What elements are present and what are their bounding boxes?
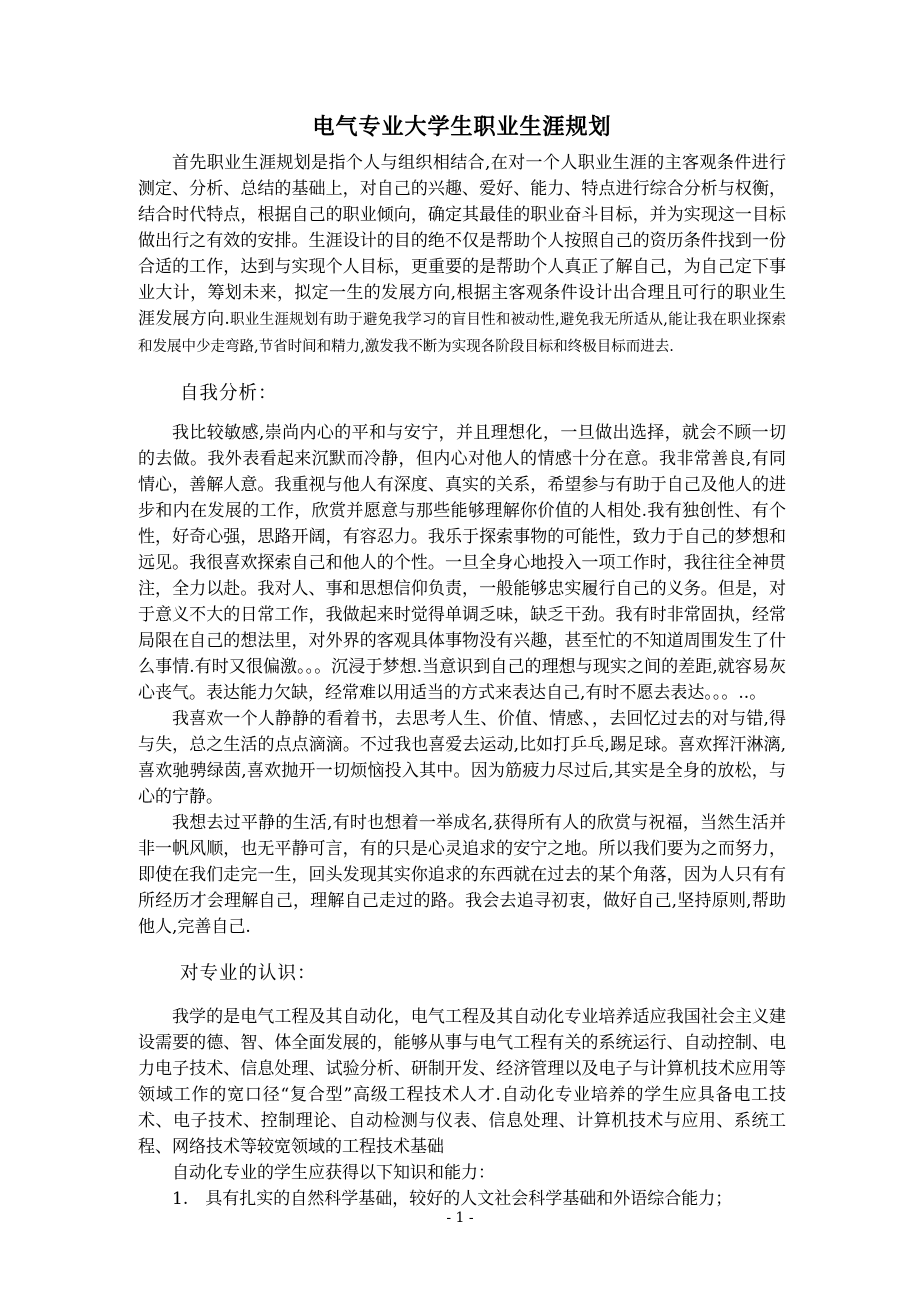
major-paragraph-1: 我学的是电气工程及其自动化，电气工程及其自动化专业培养适应我国社会主义建设需要的德、智、体全面发展的，能够从事与电气工程有关的系统运行、自动控制、电力电子技术、信息处理、试验分析、研制开发、经济管理以及电子与计算机技术应用等领域工作的宽口径“复合型”高级工程技术人才.自动化专业培养的学生应具备电工技术、电子技术、控制理论、自动检测与仪表、信息处理、计算机技术与应用、系统工程、网络技术等较宽领域的工程技术基础 [138, 1007, 786, 1157]
section-heading-major: 对专业的认识： [180, 963, 317, 984]
page-number: - 1 - [446, 1210, 474, 1226]
self-analysis-paragraph-1: 我比较敏感,崇尚内心的平和与安宁，并且理想化，一旦做出选择，就会不顾一切的去做。我外表看起来沉默而冷静，但内心对他人的情感十分在意。我非常善良,有同情心，善解人意。我重视与他人有深度、真实的关系，希望参与有助于自己及他人的进步和内在发展的工作，欣赏并愿意与那些能够理解你价值的人相处.我有独创性、有个性，好奇心强，思路开阔，有容忍力。我乐于探索事物的可能性，致力于自己的梦想和远见。我很喜欢探索自己和他人的个性。一旦全身心地投入一项工作时，我往往全神贯注，全力以赴。我对人、事和思想信仰负责，一般能够忠实履行自己的义务。但是，对于意义不大的日常工作，我做起来时觉得单调乏味，缺乏干劲。我有时非常固执，经常局限在自己的想法里，对外界的客观具体事物没有兴趣，甚至忙的不知道周围发生了什么事情.有时又很偏激。。。沉浸于梦想.当意识到自己的理想与现实之间的差距,就容易灰心丧气。表达能力欠缺，经常难以用适当的方式来表达自己,有时不愿去表达。。。..。 [138, 423, 786, 703]
document-title: 电气专业大学生职业生涯规划 [312, 115, 612, 140]
section-heading-self-analysis: 自我分析： [180, 383, 278, 404]
document-page [138, 112, 786, 1212]
intro-text: 首先职业生涯规划是指个人与组织相结合,在对一个人职业生涯的主客观条件进行测定、分析、总结的基础上，对自己的兴趣、爱好、能力、特点进行综合分析与权衡，结合时代特点，根据自己的职业倾向，确定其最佳的职业奋斗目标，并为实现这一目标做出行之有效的安排。生涯设计的目的绝不仅是帮助个人按照自己的资历条件找到一份合适的工作，达到与实现个人目标，更重要的是帮助个人真正了解自己，为自己定下事业大计，筹划未来，拟定一生的发展方向,根据主客观条件设计出合理且可行的职业生涯发展方向. [138, 153, 786, 329]
self-analysis-paragraph-2: 我喜欢一个人静静的看着书，去思考人生、价值、情感、，去回忆过去的对与错,得与失，总之生活的点点滴滴。不过我也喜爱去运动,比如打乒乓,踢足球。喜欢挥汗淋漓,喜欢驰骋绿茵,喜欢抛开一切烦恼投入其中。因为筋疲力尽过后,其实是全身的放松，与心的宁静。 [138, 709, 786, 807]
self-analysis-paragraph-3: 我想去过平静的生活,有时也想着一举成名,获得所有人的欣赏与祝福，当然生活并非一帆风顺，也无平静可言，有的只是心灵追求的安宁之地。所以我们要为之而努力，即使在我们走完一生，回头发现其实你追求的东西就在过去的某个角落，因为人只有有所经历才会理解自己，理解自己走过的路。我会去追寻初衷，做好自己,坚持原则,帮助他人,完善自己. [138, 813, 786, 937]
list-item: 1. 具有扎实的自然科学基础，较好的人文社会科学基础和外语综合能力； [172, 1189, 733, 1209]
intro-small-text: 职业生涯规划有助于避免我学习的盲目性和被动性,避免我无所适从,能让我在职业探索和发展中少走弯路,节省时间和精力,激发我不断为实现各阶段目标和终极目标而进去. [138, 312, 787, 355]
major-paragraph-2: 自动化专业的学生应获得以下知识和能力： [172, 1163, 495, 1183]
intro-paragraph [138, 150, 786, 360]
